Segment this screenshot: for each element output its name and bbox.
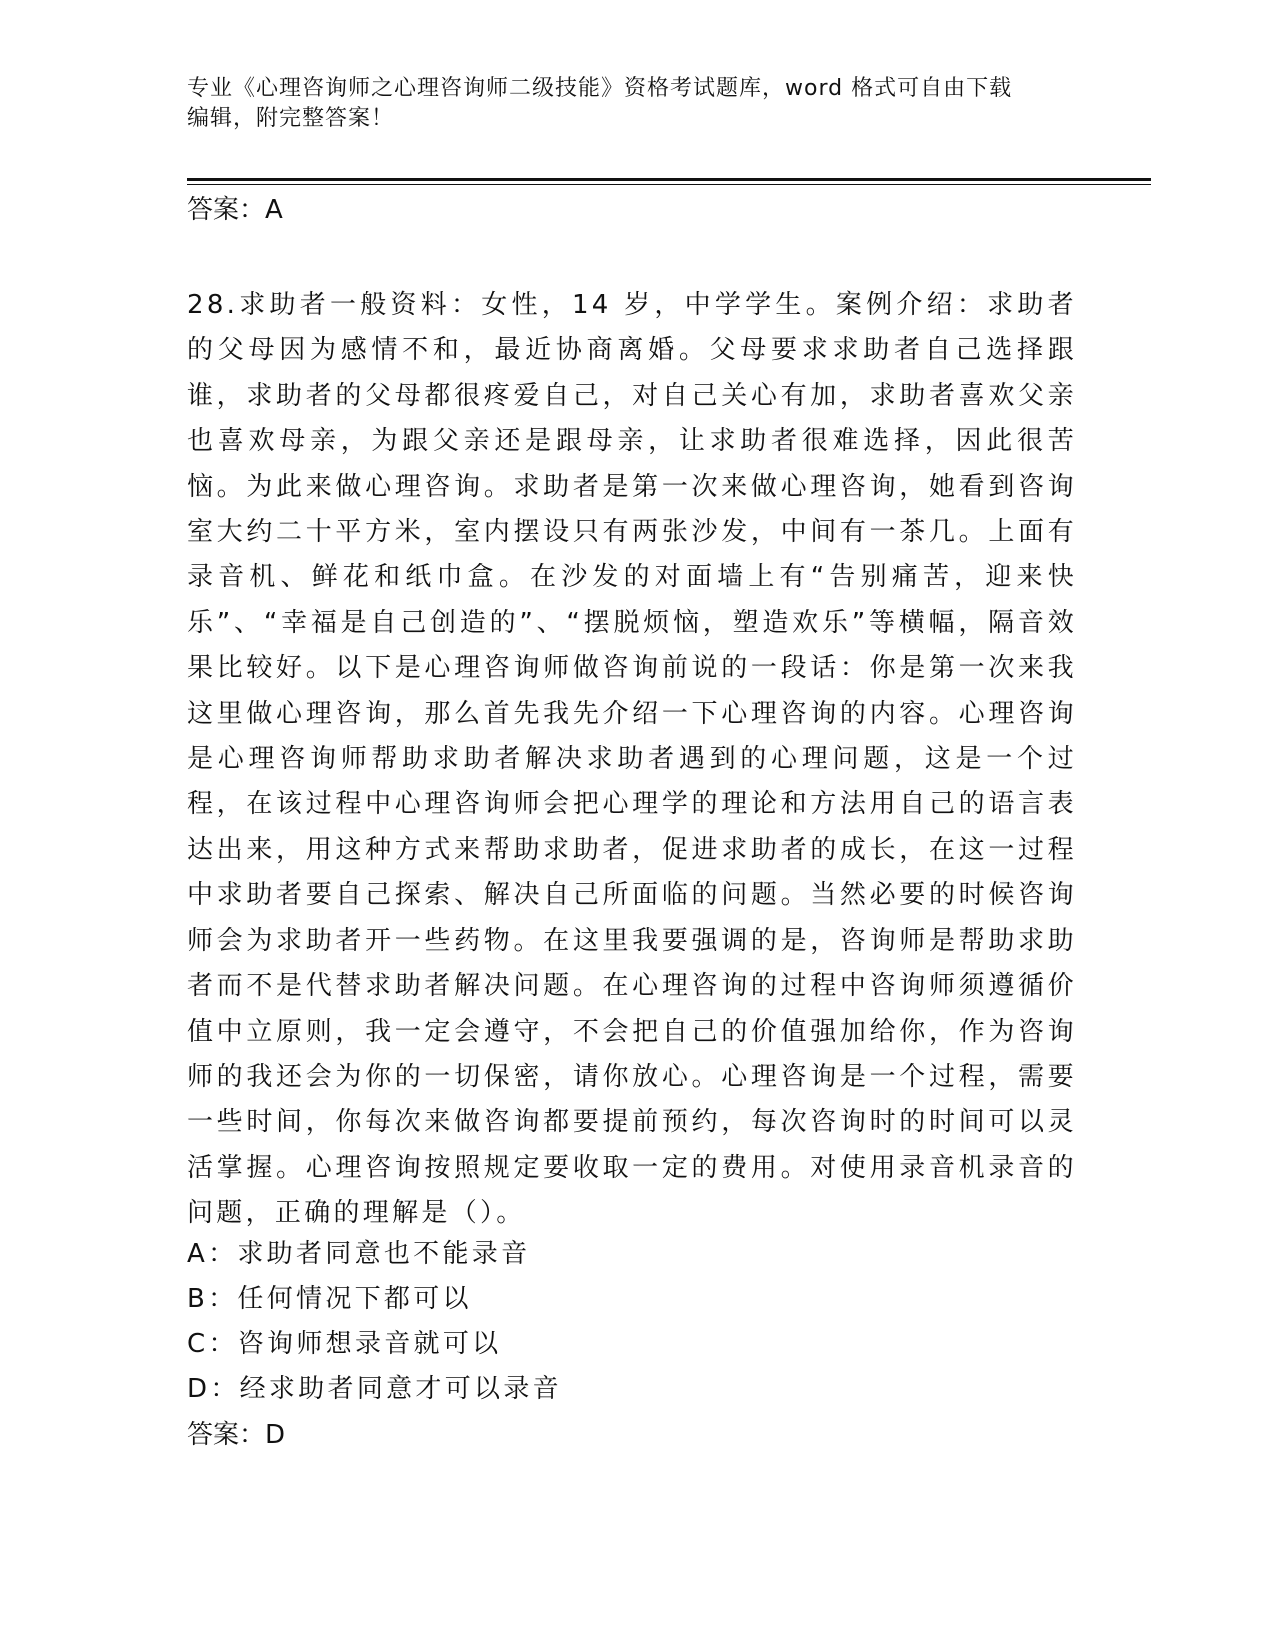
header-line-2: 编辑，附完整答案！ xyxy=(187,106,395,131)
option-c: C：咨询师想录音就可以 xyxy=(187,1329,502,1359)
document-header xyxy=(187,74,1067,134)
question-text: 28.求助者一般资料：女性，14 岁，中学学生。案例介绍：求助者的父母因为感情不和，最近协商离婚。父母要求求助者自己选择跟谁，求助者的父母都很疼爱自己，对自己关心有加，求助者喜欢父亲也喜欢母亲，为跟父亲还是跟母亲，让求助者很难选择，因此很苦恼。为此来做心理咨询。求助者是第一次来做心理咨询，她看到咨询室大约二十平方米，室内摆设只有两张沙发，中间有一茶几。上面有录音机、鲜花和纸巾盒。在沙发的对面墙上有“告别痛苦，迎来快乐”、“幸福是自己创造的”、“摆脱烦恼，塑造欢乐”等横幅，隔音效果比较好。以下是心理咨询师做咨询前说的一段话：你是第一次来我这里做心理咨询，那么首先我先介绍一下心理咨询的内容。心理咨询是心理咨询师帮助求助者解决求助者遇到的心理问题，这是一个过程，在该过程中心理咨询师会把心理学的理论和方法用自己的语言表达出来，用这种方式来帮助求助者，促进求助者的成长，在这一过程中求助者要自己探索、解决自己所面临的问题。当然必要的时候咨询师会为求助者开一些药物。在这里我要强调的是，咨询师是帮助求助者而不是代替求助者解决问题。在心理咨询的过程中咨询师须遵循价值中立原则，我一定会遵守，不会把自己的价值强加给你，作为咨询师的我还会为你的一切保密，请你放心。心理咨询是一个过程，需要一些时间，你每次来做咨询都要提前预约，每次咨询时的时间可以灵活掌握。心理咨询按照规定要收取一定的费用。对使用录音机录音的问题，正确的理解是（）。 xyxy=(187,290,1077,1229)
option-b: B：任何情况下都可以 xyxy=(187,1284,472,1314)
option-d: D：经求助者同意才可以录音 xyxy=(187,1374,562,1404)
previous-answer: 答案：A xyxy=(187,195,283,225)
header-rule-thick xyxy=(187,178,1151,181)
header-line-1: 专业《心理咨询师之心理咨询师二级技能》资格考试题库，word 格式可自由下载 xyxy=(187,76,1013,101)
header-rule-thin xyxy=(187,184,1151,185)
question-answer: 答案：D xyxy=(187,1420,286,1450)
option-a: A：求助者同意也不能录音 xyxy=(187,1239,531,1269)
option-list xyxy=(187,1232,1077,1412)
